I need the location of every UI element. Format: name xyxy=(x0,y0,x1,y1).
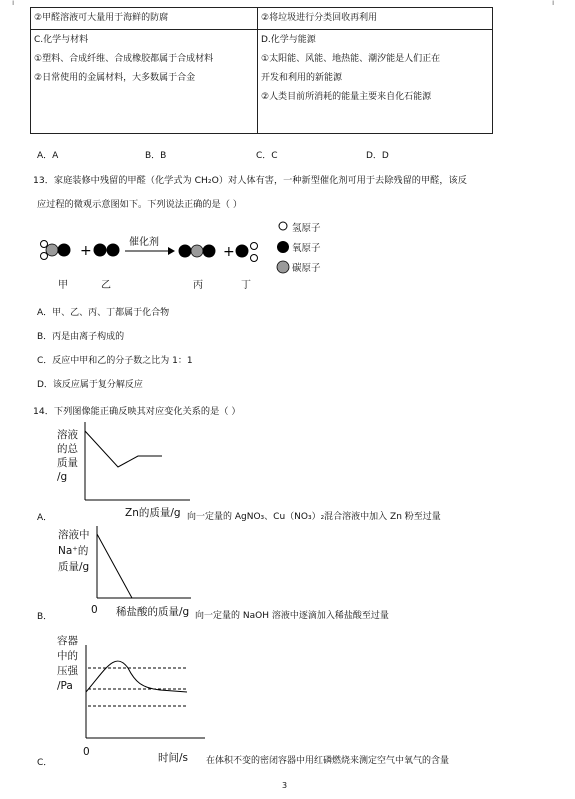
q14-option-c-letter: C． xyxy=(37,758,53,768)
label-jia: 甲 xyxy=(58,280,68,291)
graph-b-xlabel: 稀盐酸的质量/g xyxy=(116,606,190,618)
page-number: 3 xyxy=(282,781,288,790)
graph-b-ylabel: 溶液中 Na⁺的 质量/g xyxy=(58,529,90,573)
q12-option-d: D．D xyxy=(366,151,389,161)
legend-hydrogen: 氢原子 xyxy=(292,223,321,234)
q14-option-b-letter: B． xyxy=(37,612,53,622)
graph-a-ylabel: 溶液 的总 质量 /g xyxy=(57,429,78,483)
label-bing: 丙 xyxy=(193,280,203,291)
q12-option-a: A．A xyxy=(37,151,59,161)
q12-option-c: C．C xyxy=(256,151,278,161)
graph-b-origin: 0 xyxy=(91,604,98,616)
plus-sign: + xyxy=(80,243,92,259)
graph-b xyxy=(97,526,191,598)
molecule-water-ding xyxy=(236,243,258,262)
q14-option-a-desc: 向一定量的 AgNO₃、Cu（NO₃）₂混合溶液中加入 Zn 粉至过量 xyxy=(187,512,441,522)
crop-mark: ı xyxy=(12,0,15,7)
q14-stem: 14．下列图像能正确反映其对应变化关系的是（ ） xyxy=(33,406,241,417)
q13-option-d: D．该反应属于复分解反应 xyxy=(37,380,143,390)
legend-carbon-icon xyxy=(277,261,289,273)
q12-option-b: B．B xyxy=(145,151,167,161)
q14-option-c-desc: 在体积不变的密闭容器中用红磷燃烧来测定空气中氧气的含量 xyxy=(206,756,450,766)
q14-option-a-letter: A． xyxy=(37,513,53,523)
legend-oxygen: 氧原子 xyxy=(292,243,321,254)
graph-c xyxy=(86,645,205,738)
cell-title: C.化学与材料 xyxy=(34,35,89,45)
q13-option-c: C．反应中甲和乙的分子数之比为 1：1 xyxy=(37,356,193,366)
cell-line: 开发和利用的新能源 xyxy=(261,73,343,83)
crop-mark: ı xyxy=(552,0,555,7)
molecule-formaldehyde-jia xyxy=(41,241,71,260)
cell-line: ①塑料、合成纤维、合成橡胶都属于合成材料 xyxy=(34,54,214,64)
table-cell: ②将垃圾进行分类回收再利用 xyxy=(258,8,493,30)
table-cell: ②甲醛溶液可大量用于海鲜的防腐 xyxy=(31,8,258,30)
q13-stem-line2: 应过程的微观示意图如下。下列说法正确的是（ ） xyxy=(37,199,243,210)
catalyst-label: 催化剂 xyxy=(129,237,159,248)
q13-option-a: A．甲、乙、丙、丁都属于化合物 xyxy=(37,308,170,318)
cell-title: D.化学与能源 xyxy=(261,35,316,45)
q13-option-b: B．丙是由离子构成的 xyxy=(37,332,125,342)
legend-oxygen-icon xyxy=(277,241,289,253)
cell-line: ①太阳能、风能、地热能、潮汐能是人们正在 xyxy=(261,54,441,64)
graph-c-xlabel: 时间/s xyxy=(158,752,189,764)
cell-line: ②人类目前所消耗的能量主要来自化石能源 xyxy=(261,92,432,102)
label-ding: 丁 xyxy=(241,280,251,291)
graph-c-ylabel: 容器 中的 压强 /Pa xyxy=(57,635,78,692)
legend-carbon: 碳原子 xyxy=(292,263,321,274)
molecule-oxygen-yi xyxy=(94,244,120,257)
molecule-co2-bing xyxy=(179,245,216,258)
graph-a xyxy=(85,422,190,500)
legend-hydrogen-icon xyxy=(279,222,287,230)
cell-line: ②日常使用的金属材料，大多数属于合金 xyxy=(34,73,196,83)
q14-option-b-desc: 向一定量的 NaOH 溶液中逐滴加入稀盐酸至过量 xyxy=(195,611,389,621)
graph-a-xlabel: Zn的质量/g xyxy=(125,507,181,519)
label-yi: 乙 xyxy=(101,280,111,291)
plus-sign: + xyxy=(223,244,235,260)
graph-c-origin: 0 xyxy=(83,746,90,758)
q13-stem-line1: 13．家庭装修中残留的甲醛（化学式为 CH₂O）对人体有害，一种新型催化剂可用于去除残留的甲醛，该反 xyxy=(33,175,467,186)
